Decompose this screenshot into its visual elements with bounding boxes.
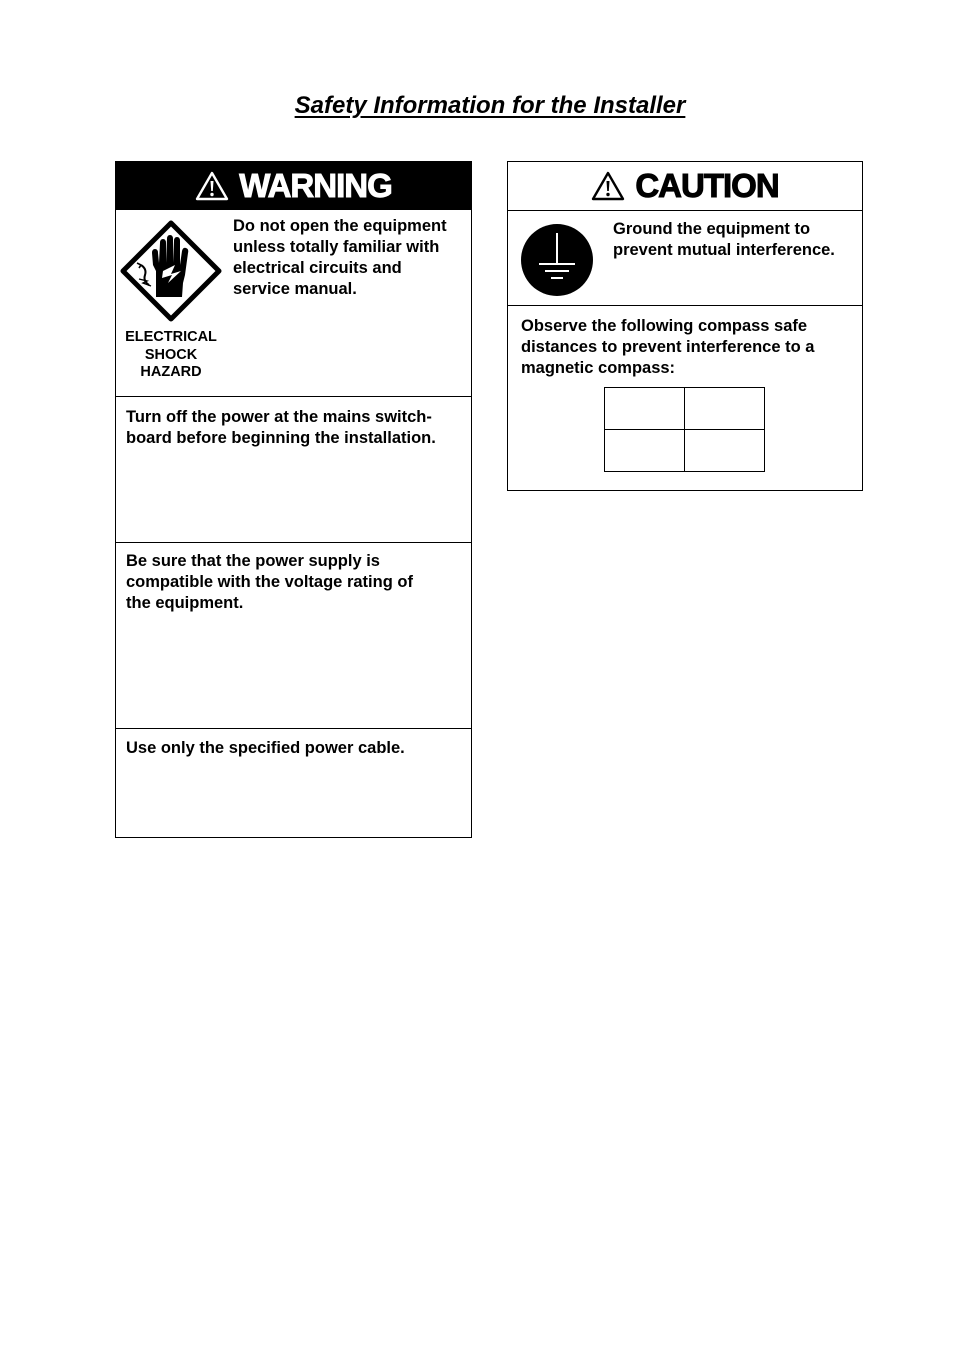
caution-header-text: CAUTION (635, 167, 779, 204)
warning-text-4: Use only the specified power cable. (126, 739, 405, 757)
table-cell (685, 388, 765, 430)
caution-item-compass (508, 162, 862, 490)
hazard-label: ELECTRICAL SHOCK HAZARD (125, 329, 217, 380)
page-title: Safety Information for the Installer (294, 92, 686, 119)
warning-text-2: Turn off the power at the mains switch- board before beginning the installation. (126, 408, 436, 447)
table-cell (685, 430, 765, 472)
warning-item-power-cable (116, 729, 471, 837)
warning-text-1: Do not open the equipment unless totally familiar with electrical circuits and service manual. (233, 217, 447, 298)
warning-item-shock (116, 210, 471, 396)
compass-distance-table (604, 387, 765, 472)
table-cell (605, 388, 685, 430)
table-row (605, 430, 765, 472)
caution-text-2: Observe the following compass safe distances to prevent interference to a magnetic compass: (521, 317, 815, 377)
warning-header (116, 162, 471, 210)
warning-item-power-off (116, 397, 471, 542)
warning-item-power-supply (116, 543, 471, 729)
warning-triangle-icon (195, 171, 229, 201)
table-cell (605, 430, 685, 472)
caution-panel (507, 161, 863, 491)
warning-text-3: Be sure that the power supply is compatible with the voltage rating of the equipment. (126, 552, 413, 612)
electrical-shock-hazard-icon (119, 219, 223, 323)
caution-text-1: Ground the equipment to prevent mutual interference. (613, 220, 835, 259)
warning-header-text: WARNING (239, 167, 392, 204)
warning-panel (115, 161, 472, 838)
table-row (605, 388, 765, 430)
